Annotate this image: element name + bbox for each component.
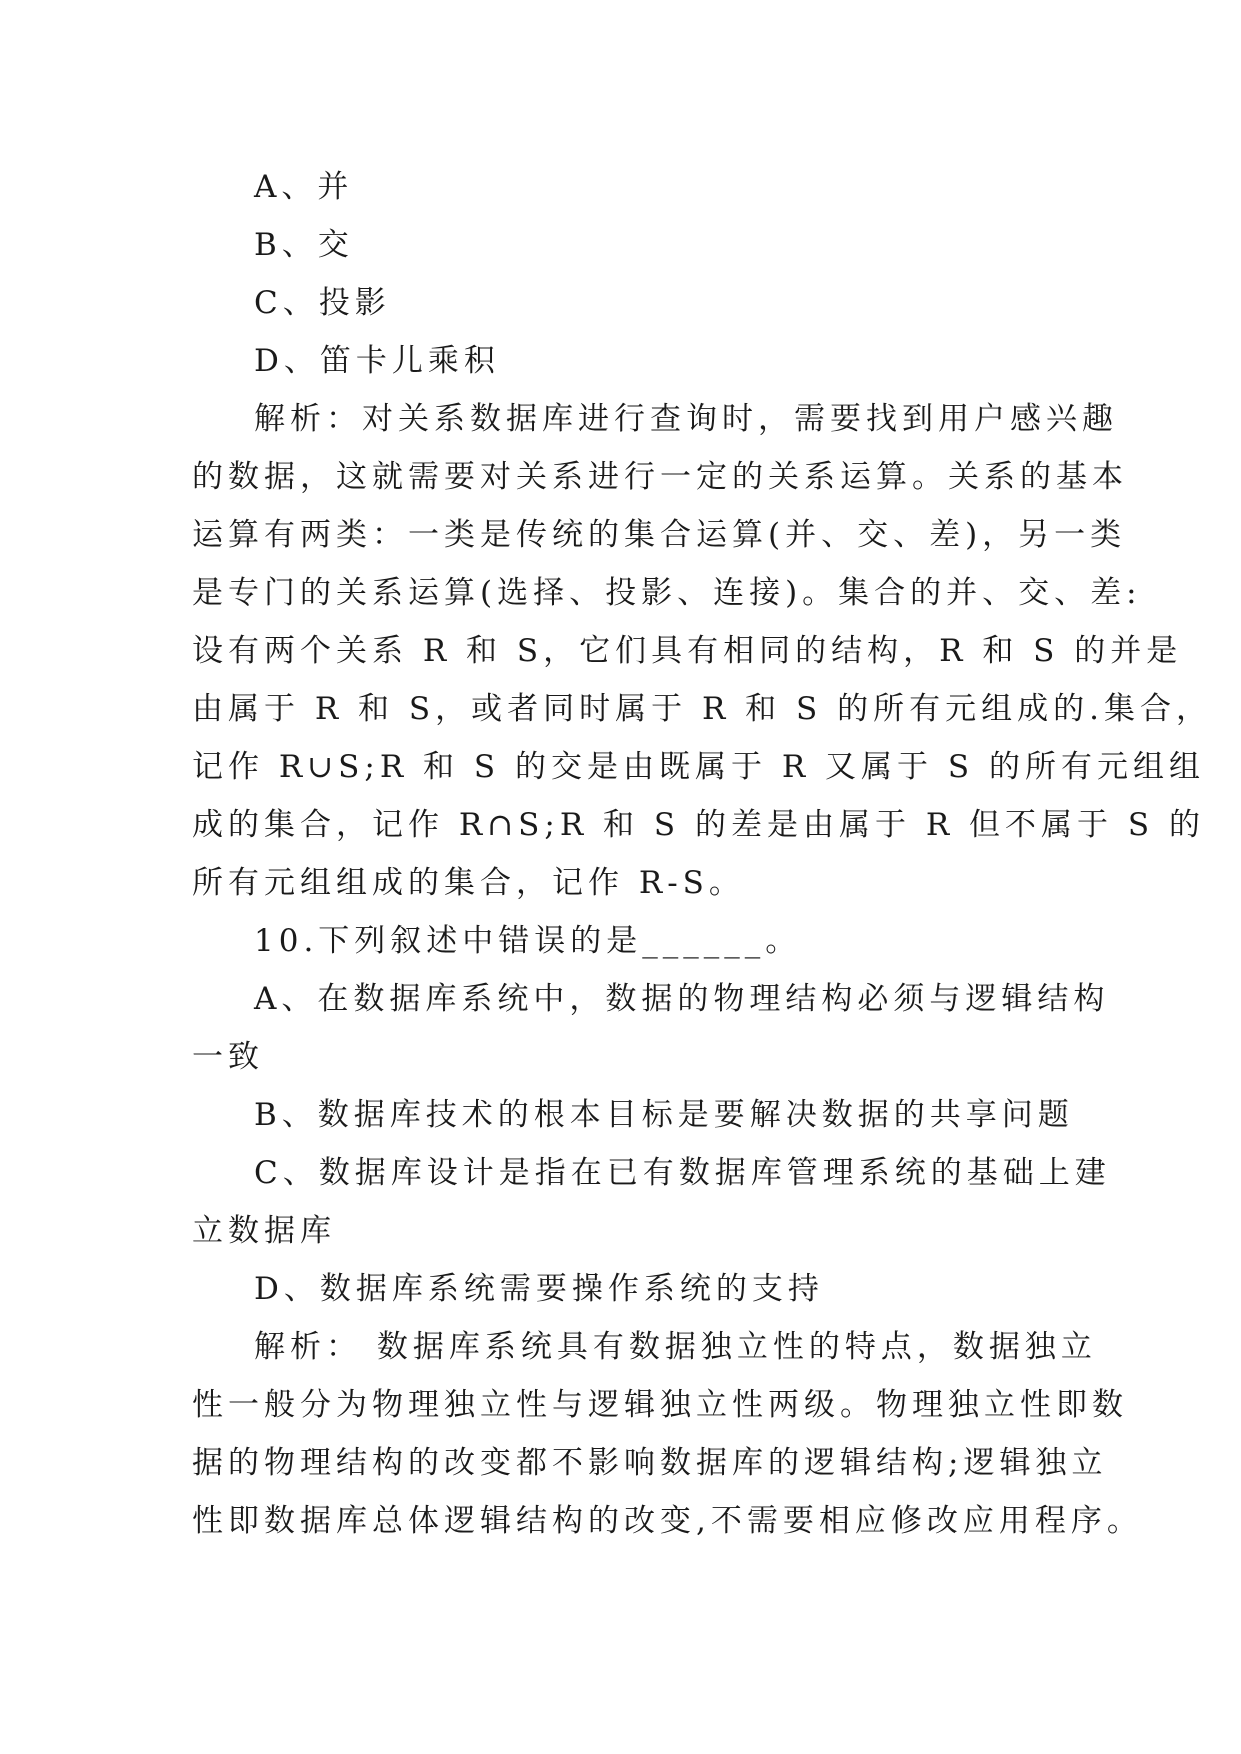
analysis-line: 性一般分为物理独立性与逻辑独立性两级。物理独立性即数 (192, 1387, 1128, 1423)
analysis-line: 性即数据库总体逻辑结构的改变,不需要相应修改应用程序。 (192, 1503, 1143, 1539)
option-a-continued: 一致 (192, 1039, 264, 1075)
question-10-title: 10.下列叙述中错误的是______。 (254, 923, 802, 959)
option-a: A、在数据库系统中，数据的物理结构必须与逻辑结构 (254, 981, 1110, 1017)
analysis-line: 所有元组组成的集合，记作 R-S。 (192, 865, 745, 901)
analysis-line: 设有两个关系 R 和 S，它们具有相同的结构，R 和 S 的并是 (192, 633, 1183, 669)
option-a: A、并 (254, 169, 354, 205)
analysis-line: 由属于 R 和 S，或者同时属于 R 和 S 的所有元组成的.集合， (192, 691, 1212, 727)
question-10-options (192, 970, 1111, 1318)
option-b: B、交 (254, 227, 354, 263)
analysis-line: 据的物理结构的改变都不影响数据库的逻辑结构;逻辑独立 (192, 1445, 1108, 1481)
analysis-line: 记作 R∪S;R 和 S 的交是由既属于 R 又属于 S 的所有元组组 (192, 749, 1205, 785)
analysis-line: 解析： 数据库系统具有数据独立性的特点，数据独立 (254, 1329, 1097, 1365)
analysis-line: 成的集合，记作 R∩S;R 和 S 的差是由属于 R 但不属于 S 的 (192, 807, 1205, 843)
analysis-line: 是专门的关系运算(选择、投影、连接)。集合的并、交、差: (192, 575, 1142, 611)
option-c: C、数据库设计是指在已有数据库管理系统的基础上建 (254, 1155, 1111, 1191)
analysis-line: 运算有两类：一类是传统的集合运算(并、交、差)，另一类 (192, 517, 1127, 553)
document-page (192, 158, 1212, 1550)
question-9-analysis (192, 390, 1212, 912)
analysis-line: 解析：对关系数据库进行查询时，需要找到用户感兴趣 (254, 401, 1118, 437)
question-9-options (192, 158, 1052, 390)
option-b: B、数据库技术的根本目标是要解决数据的共享问题 (254, 1097, 1074, 1133)
option-c: C、投影 (254, 285, 391, 321)
question-10-analysis (192, 1318, 1143, 1550)
option-c-continued: 立数据库 (192, 1213, 336, 1249)
option-d: D、数据库系统需要操作系统的支持 (254, 1271, 824, 1307)
analysis-line: 的数据，这就需要对关系进行一定的关系运算。关系的基本 (192, 459, 1128, 495)
option-d: D、笛卡儿乘积 (254, 343, 500, 379)
